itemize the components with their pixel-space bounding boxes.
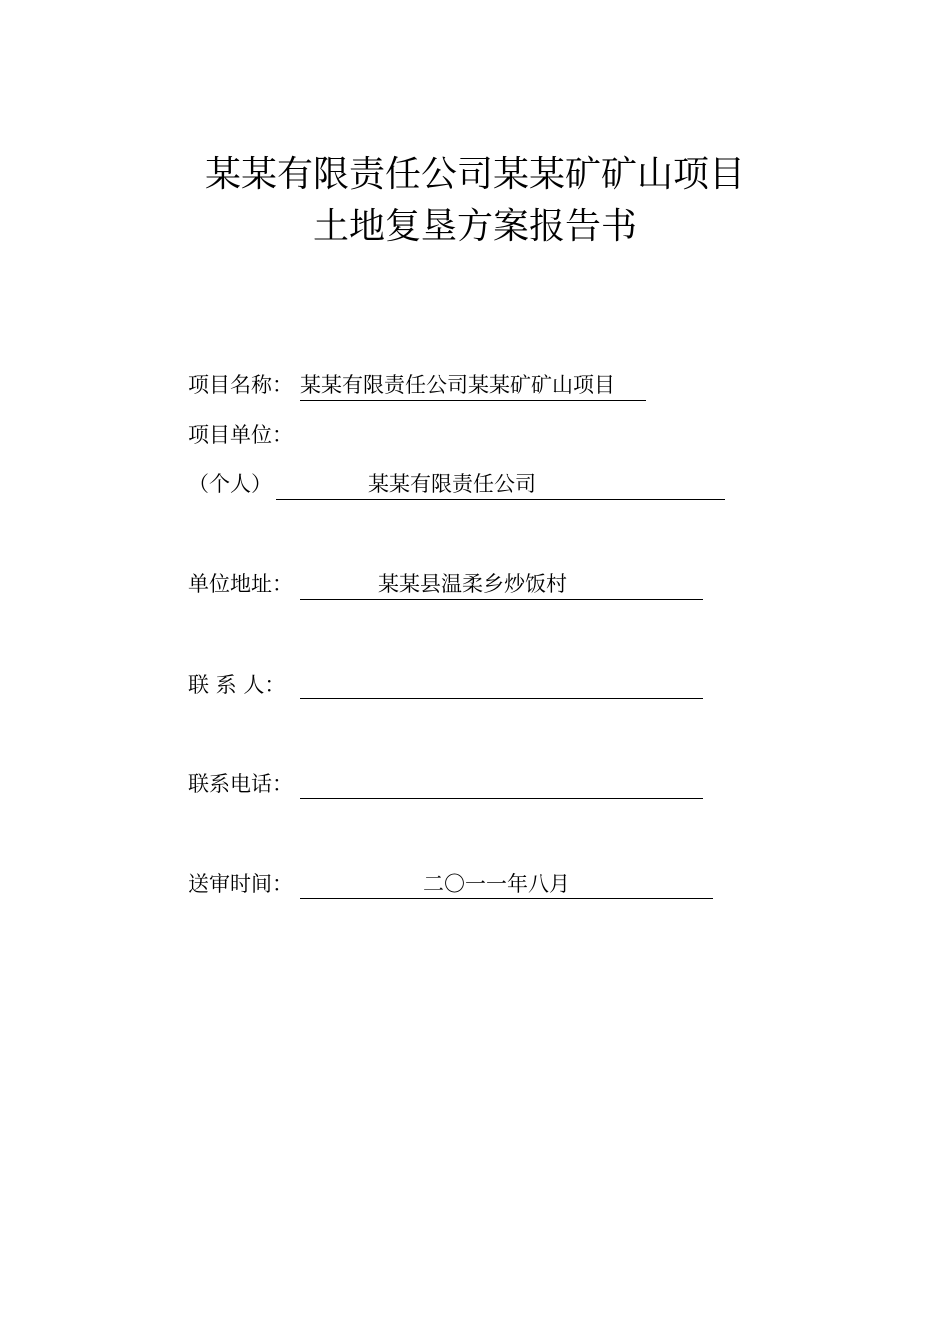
project-unit-underline bbox=[276, 499, 725, 500]
project-unit-label: 项目单位： bbox=[188, 423, 293, 447]
address-value: 某某县温柔乡炒饭村 bbox=[378, 572, 567, 596]
report-title-line2: 土地复垦方案报告书 bbox=[312, 206, 637, 247]
submit-time-label: 送审时间： bbox=[188, 872, 293, 896]
phone-label: 联系电话： bbox=[188, 772, 293, 796]
project-name-label: 项目名称： bbox=[188, 373, 293, 397]
contact-label: 联 系 人： bbox=[188, 673, 286, 697]
address-underline bbox=[300, 599, 703, 600]
phone-underline bbox=[300, 798, 703, 799]
project-name-underline bbox=[300, 400, 646, 401]
project-unit-value: 某某有限责任公司 bbox=[368, 472, 536, 496]
submit-time-underline bbox=[300, 898, 713, 899]
project-name-value: 某某有限责任公司某某矿矿山项目 bbox=[300, 373, 615, 397]
submit-time-value: 二〇一一年八月 bbox=[423, 872, 570, 896]
contact-underline bbox=[300, 698, 703, 699]
individual-label: （个人） bbox=[188, 472, 272, 496]
address-label: 单位地址： bbox=[188, 572, 293, 596]
report-title-line1: 某某有限责任公司某某矿矿山项目 bbox=[204, 154, 745, 195]
